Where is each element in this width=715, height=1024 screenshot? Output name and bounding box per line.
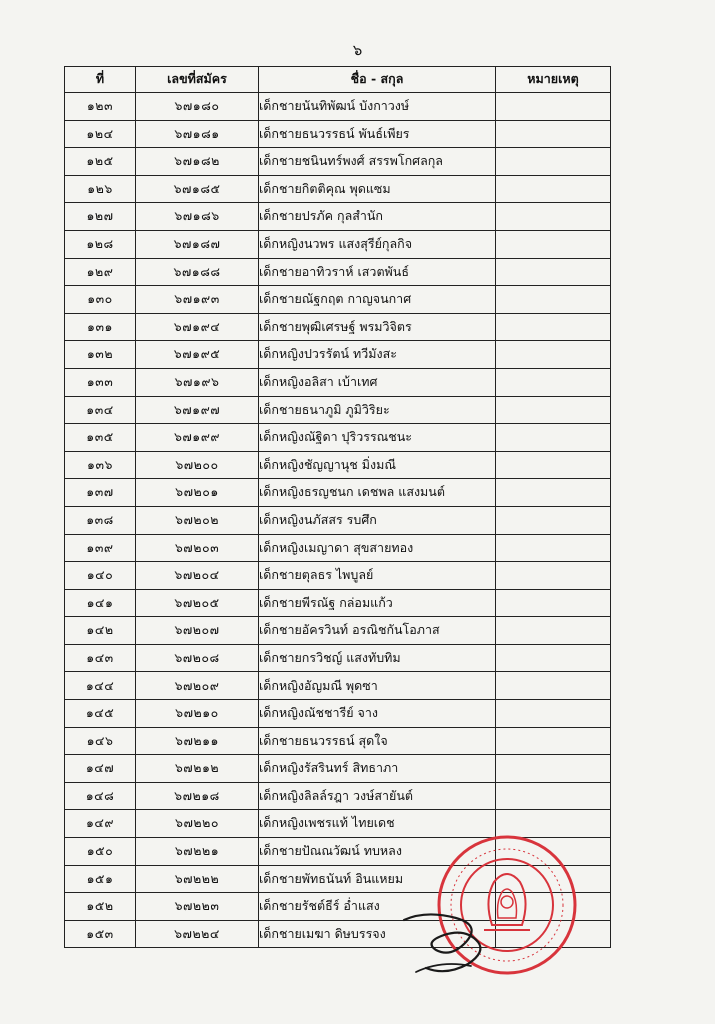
table-row [65,782,611,810]
cell-name: เด็กหญิงนวพร แสงสุรีย์กุลกิจ [259,230,496,258]
cell-name: เด็กชายพุฒิเศรษฐ์ พรมวิจิตร [259,313,496,341]
cell-name: เด็กชายธนาภูมิ ภูมิวิริยะ [259,396,496,424]
cell-no: ๑๕๒ [65,893,136,921]
cell-name: เด็กชายตุลธร ไพบูลย์ [259,562,496,590]
cell-no: ๑๓๓ [65,368,136,396]
table-row [65,120,611,148]
cell-application-number: ๖๗๒๐๒ [136,506,259,534]
table-row [65,93,611,121]
table-row [65,534,611,562]
table-row [65,700,611,728]
cell-remark [496,534,611,562]
cell-remark [496,644,611,672]
cell-application-number: ๖๗๑๙๖ [136,368,259,396]
header-no: ที่ [65,67,136,93]
cell-name: เด็กหญิงอัญมณี พุดซา [259,672,496,700]
table-row [65,562,611,590]
cell-name: เด็กชายกรวิชญ์ แสงทับทิม [259,644,496,672]
cell-remark [496,230,611,258]
cell-no: ๑๓๒ [65,341,136,369]
cell-application-number: ๖๗๑๘๑ [136,120,259,148]
cell-name: เด็กหญิงเพชรแท้ ไทยเดช [259,810,496,838]
cell-name: เด็กชายอาทิวราห์ เสวตพันธ์ [259,258,496,286]
cell-no: ๑๔๒ [65,617,136,645]
table-row [65,396,611,424]
cell-no: ๑๓๘ [65,506,136,534]
cell-name: เด็กหญิงลิลล์รฎา วงษ์สายันต์ [259,782,496,810]
table-row [65,506,611,534]
cell-application-number: ๖๗๒๑๘ [136,782,259,810]
cell-no: ๑๔๖ [65,727,136,755]
cell-application-number: ๖๗๒๒๓ [136,893,259,921]
cell-no: ๑๔๐ [65,562,136,590]
cell-remark [496,341,611,369]
cell-no: ๑๕๐ [65,838,136,866]
cell-application-number: ๖๗๑๘๖ [136,203,259,231]
table-row [65,148,611,176]
cell-application-number: ๖๗๒๒๒ [136,865,259,893]
table-row [65,589,611,617]
cell-no: ๑๒๕ [65,148,136,176]
cell-application-number: ๖๗๒๑๐ [136,700,259,728]
table-row [65,341,611,369]
cell-remark [496,451,611,479]
cell-no: ๑๓๔ [65,396,136,424]
cell-name: เด็กชายอัครวินท์ อรณิชกันโอภาส [259,617,496,645]
table-row [65,424,611,452]
cell-remark [496,562,611,590]
cell-remark [496,175,611,203]
cell-no: ๑๔๙ [65,810,136,838]
cell-application-number: ๖๗๒๐๐ [136,451,259,479]
cell-application-number: ๖๗๒๐๓ [136,534,259,562]
table-row [65,368,611,396]
cell-no: ๑๓๙ [65,534,136,562]
cell-remark [496,617,611,645]
cell-application-number: ๖๗๒๒๔ [136,920,259,948]
cell-no: ๑๔๓ [65,644,136,672]
table-row [65,175,611,203]
cell-name: เด็กชายพีรณัฐ กล่อมแก้ว [259,589,496,617]
table-row [65,286,611,314]
table-row [65,313,611,341]
cell-application-number: ๖๗๒๑๑ [136,727,259,755]
cell-remark [496,672,611,700]
cell-no: ๑๔๔ [65,672,136,700]
table-header-row [65,67,611,93]
cell-name: เด็กหญิงณัชชารีย์ จาง [259,700,496,728]
cell-remark [496,120,611,148]
cell-application-number: ๖๗๒๐๑ [136,479,259,507]
table-row [65,644,611,672]
cell-name: เด็กชายเมฆา ดิษบรรจง [259,920,496,948]
cell-no: ๑๒๙ [65,258,136,286]
cell-no: ๑๓๗ [65,479,136,507]
cell-name: เด็กหญิงเมญาดา สุขสายทอง [259,534,496,562]
cell-no: ๑๕๓ [65,920,136,948]
cell-remark [496,258,611,286]
cell-remark [496,368,611,396]
cell-application-number: ๖๗๑๘๒ [136,148,259,176]
cell-name: เด็กหญิงนภัสสร รบศึก [259,506,496,534]
table-body [65,93,611,948]
cell-application-number: ๖๗๒๑๒ [136,755,259,783]
table-row [65,203,611,231]
student-roster-table [64,66,611,948]
cell-remark [496,782,611,810]
table-row [65,230,611,258]
cell-application-number: ๖๗๒๐๘ [136,644,259,672]
cell-no: ๑๒๗ [65,203,136,231]
cell-application-number: ๖๗๑๘๗ [136,230,259,258]
cell-remark [496,589,611,617]
cell-application-number: ๖๗๑๘๘ [136,258,259,286]
cell-remark [496,313,611,341]
cell-name: เด็กหญิงปวรรัตน์ ทวีมังสะ [259,341,496,369]
cell-name: เด็กหญิงชัญญานุช มิ่งมณี [259,451,496,479]
cell-application-number: ๖๗๑๙๓ [136,286,259,314]
cell-application-number: ๖๗๑๙๙ [136,424,259,452]
table-row [65,672,611,700]
table-row [65,727,611,755]
cell-no: ๑๔๕ [65,700,136,728]
cell-application-number: ๖๗๒๒๐ [136,810,259,838]
header-application-number: เลขที่สมัคร [136,67,259,93]
cell-no: ๑๓๖ [65,451,136,479]
cell-name: เด็กชายนันทิพัฒน์ บังกาวงษ์ [259,93,496,121]
cell-remark [496,700,611,728]
header-remark: หมายเหตุ [496,67,611,93]
cell-name: เด็กชายกิตติคุณ พุดแซม [259,175,496,203]
cell-application-number: ๖๗๑๘๐ [136,93,259,121]
cell-no: ๑๒๘ [65,230,136,258]
cell-name: เด็กชายณัฐกฤต กาญจนกาศ [259,286,496,314]
cell-no: ๑๔๘ [65,782,136,810]
cell-application-number: ๖๗๒๐๕ [136,589,259,617]
cell-no: ๑๓๕ [65,424,136,452]
cell-remark [496,203,611,231]
cell-no: ๑๒๓ [65,93,136,121]
table-row [65,258,611,286]
cell-name: เด็กชายปัณณวัฒน์ ทบหลง [259,838,496,866]
cell-name: เด็กชายรัชต์ธีร์ อ่ำแสง [259,893,496,921]
cell-name: เด็กชายชนินทร์พงศ์ สรรพโกศลกุล [259,148,496,176]
cell-no: ๑๔๑ [65,589,136,617]
cell-name: เด็กหญิงรัสรินทร์ สิทธาภา [259,755,496,783]
handwritten-signature [396,880,496,980]
cell-remark [496,286,611,314]
cell-name: เด็กหญิงณัฐิดา ปุริวรรณชนะ [259,424,496,452]
cell-remark [496,755,611,783]
cell-application-number: ๖๗๒๐๙ [136,672,259,700]
cell-remark [496,506,611,534]
cell-no: ๑๕๑ [65,865,136,893]
cell-remark [496,93,611,121]
cell-no: ๑๓๐ [65,286,136,314]
table-row [65,617,611,645]
cell-remark [496,396,611,424]
cell-name: เด็กหญิงอลิสา เบ้าเทศ [259,368,496,396]
cell-name: เด็กชายพัทธนันท์ อินแหยม [259,865,496,893]
cell-remark [496,424,611,452]
cell-name: เด็กชายธนวรรธน์ พันธ์เพียร [259,120,496,148]
cell-application-number: ๖๗๑๙๔ [136,313,259,341]
cell-application-number: ๖๗๑๘๕ [136,175,259,203]
table-row [65,451,611,479]
cell-remark [496,727,611,755]
cell-name: เด็กชายธนวรรธน์ สุดใจ [259,727,496,755]
table-row [65,479,611,507]
cell-no: ๑๒๖ [65,175,136,203]
table-row [65,755,611,783]
cell-name: เด็กหญิงธรญชนก เดชพล แสงมนต์ [259,479,496,507]
cell-application-number: ๖๗๒๒๑ [136,838,259,866]
cell-application-number: ๖๗๑๙๕ [136,341,259,369]
cell-application-number: ๖๗๒๐๔ [136,562,259,590]
cell-no: ๑๔๗ [65,755,136,783]
header-name: ชื่อ - สกุล [259,67,496,93]
cell-no: ๑๒๔ [65,120,136,148]
cell-name: เด็กชายปรภัค กุลสำนัก [259,203,496,231]
cell-application-number: ๖๗๑๙๗ [136,396,259,424]
cell-application-number: ๖๗๒๐๗ [136,617,259,645]
cell-no: ๑๓๑ [65,313,136,341]
cell-remark [496,479,611,507]
cell-remark [496,148,611,176]
page-number: ๖ [352,41,363,59]
